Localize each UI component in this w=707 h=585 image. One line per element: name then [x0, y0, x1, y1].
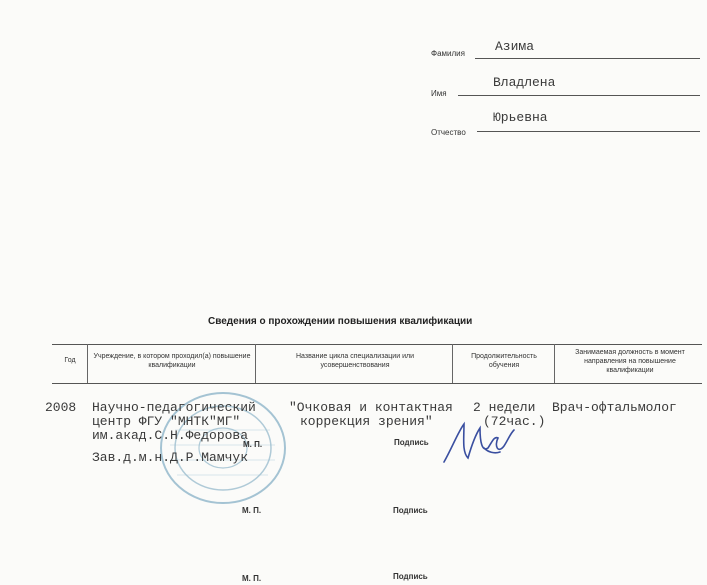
row-cycle-line1: "Очковая и контактная [289, 400, 453, 415]
header-institution: Учреждение, в котором проходил(а) повышение квалификации [93, 353, 251, 369]
mp-label: М. П. [243, 440, 263, 449]
row-cycle-line2: коррекция зрения" [300, 414, 433, 429]
row-institution-line1: Научно-педагогический [92, 400, 256, 415]
section-title: Сведения о прохождении повышения квалификации [208, 316, 473, 327]
handwritten-signature-icon [440, 418, 520, 468]
mp-label: М. П. [242, 574, 262, 583]
header-cycle: Название цикла специализации или усовершенствования [296, 353, 414, 369]
column-divider [452, 344, 453, 383]
row-institution-line2: центр ФГУ "МНТК"МГ" [92, 414, 241, 429]
column-divider [87, 344, 88, 383]
table-top-border [52, 344, 702, 345]
surname-underline [475, 58, 700, 59]
header-year: Год [64, 357, 76, 364]
name-underline [458, 95, 700, 96]
signature-label: Подпись [393, 572, 428, 581]
surname-label: Фамилия [431, 49, 465, 58]
name-value: Владлена [493, 75, 556, 90]
surname-value: Азима [495, 39, 535, 54]
row-institution-line4: Зав.д.м.н.Д.Р.Мамчук [92, 450, 249, 465]
row-institution-line3: им.акад.С.Н.Федорова [92, 428, 249, 443]
signature-label: Подпись [394, 438, 429, 447]
table-header-bottom-border [52, 383, 702, 384]
header-duration: Продолжительность обучения [471, 353, 537, 369]
name-label: Имя [431, 89, 447, 98]
row-duration-line2: (72час.) [483, 414, 546, 429]
row-position: Врач-офтальмолог [552, 400, 677, 415]
patronymic-value: Юрьевна [493, 110, 548, 125]
mp-label: М. П. [242, 506, 262, 515]
signature-label: Подпись [393, 506, 428, 515]
column-divider [554, 344, 555, 383]
patronymic-underline [477, 131, 700, 132]
row-duration-line1: 2 недели [473, 400, 536, 415]
row-year: 2008 [45, 400, 77, 415]
column-divider [255, 344, 256, 383]
header-position: Занимаемая должность в момент направления на повышение квалификации [575, 349, 685, 374]
patronymic-label: Отчество [431, 128, 466, 137]
